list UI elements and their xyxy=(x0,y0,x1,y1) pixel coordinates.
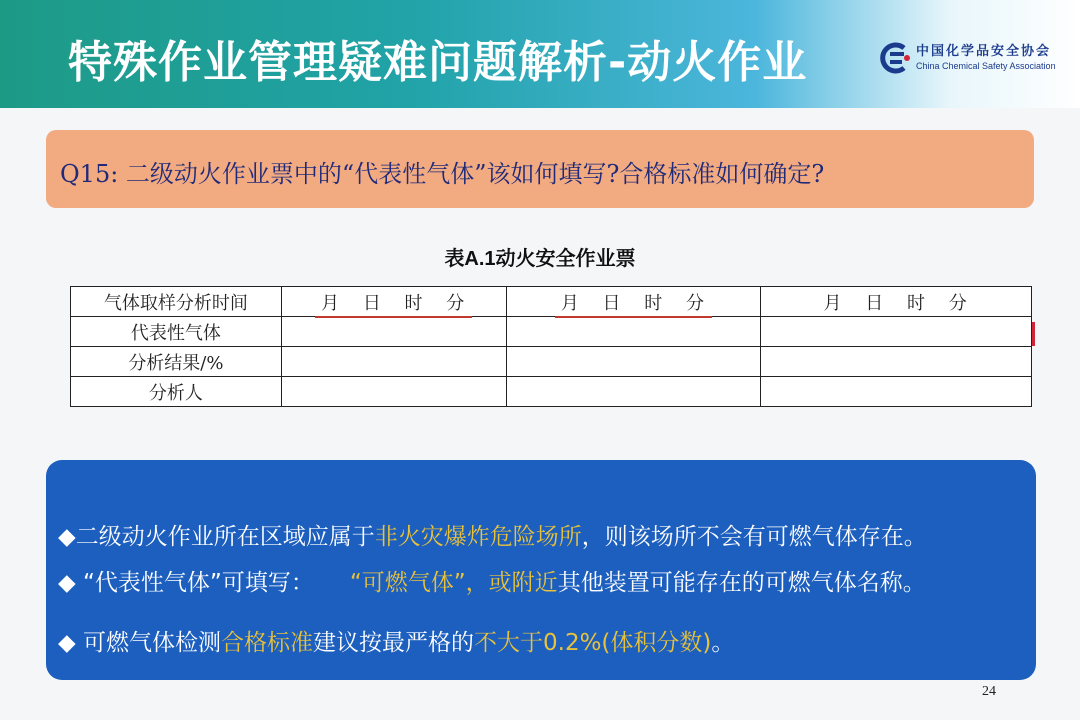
table-caption: 表A.1动火安全作业票 xyxy=(444,248,636,270)
answer-bullet-3 xyxy=(58,624,734,657)
answer-bullet-2 xyxy=(58,564,926,597)
bullet-text: ，则该场所不会有可燃气体存在。 xyxy=(581,524,927,550)
table-cell xyxy=(761,287,1032,317)
bullet-text: ◆二级动火作业所在区域应属于 xyxy=(58,524,375,550)
bullet-text: 其他装置可能存在的可燃气体名称。 xyxy=(557,570,926,596)
bullet-text: 建议按最严格的 xyxy=(313,630,474,656)
hot-work-permit-table xyxy=(70,286,1032,407)
association-logo xyxy=(876,40,1056,80)
time-placeholder: 月 日 时 分 xyxy=(315,293,472,318)
page-title: 特殊作业管理疑难问题解析-动火作业 xyxy=(68,37,808,88)
table-cell xyxy=(506,377,761,407)
red-edge-mark xyxy=(1032,322,1035,346)
highlight-text: 非火灾爆炸危险场所 xyxy=(374,524,582,550)
highlight-text: “可燃气体”，或附近 xyxy=(349,570,558,596)
time-placeholder: 月 日 时 分 xyxy=(555,293,712,318)
row-label: 分析结果/% xyxy=(71,347,282,377)
row-label: 气体取样分析时间 xyxy=(71,287,282,317)
table-cell xyxy=(761,317,1032,347)
logo-english-name: China Chemical Safety Association xyxy=(916,61,1056,71)
page-number: 24 xyxy=(982,684,996,699)
logo-chinese-name: 中国化学品安全协会 xyxy=(916,44,1052,59)
table-cell xyxy=(281,347,506,377)
table-row xyxy=(71,377,1032,407)
table-cell xyxy=(761,377,1032,407)
table-row xyxy=(71,317,1032,347)
row-label: 代表性气体 xyxy=(71,317,282,347)
bullet-text: 。 xyxy=(711,630,735,656)
table-cell xyxy=(506,317,761,347)
time-placeholder: 月 日 时 分 xyxy=(823,292,969,314)
highlight-text: 不大于0.2%(体积分数) xyxy=(474,630,712,656)
question-banner xyxy=(46,130,1034,208)
bullet-text: ◆ “代表性气体”可填写： xyxy=(58,570,314,596)
table-cell xyxy=(761,347,1032,377)
answer-panel xyxy=(46,460,1036,680)
table-row xyxy=(71,287,1032,317)
table-cell xyxy=(281,377,506,407)
table-row xyxy=(71,347,1032,377)
row-label: 分析人 xyxy=(71,377,282,407)
highlight-text: 合格标准 xyxy=(221,630,313,656)
bullet-text: ◆ 可燃气体检测 xyxy=(58,630,221,656)
answer-bullet-1 xyxy=(58,518,927,551)
csa-logo-icon xyxy=(876,40,912,76)
table-cell xyxy=(281,317,506,347)
table-cell xyxy=(281,287,506,317)
header-band xyxy=(0,0,1080,108)
question-text: Q15: 二级动火作业票中的“代表性气体”该如何填写?合格标准如何确定? xyxy=(60,160,825,188)
table-cell xyxy=(506,347,761,377)
table-cell xyxy=(506,287,761,317)
